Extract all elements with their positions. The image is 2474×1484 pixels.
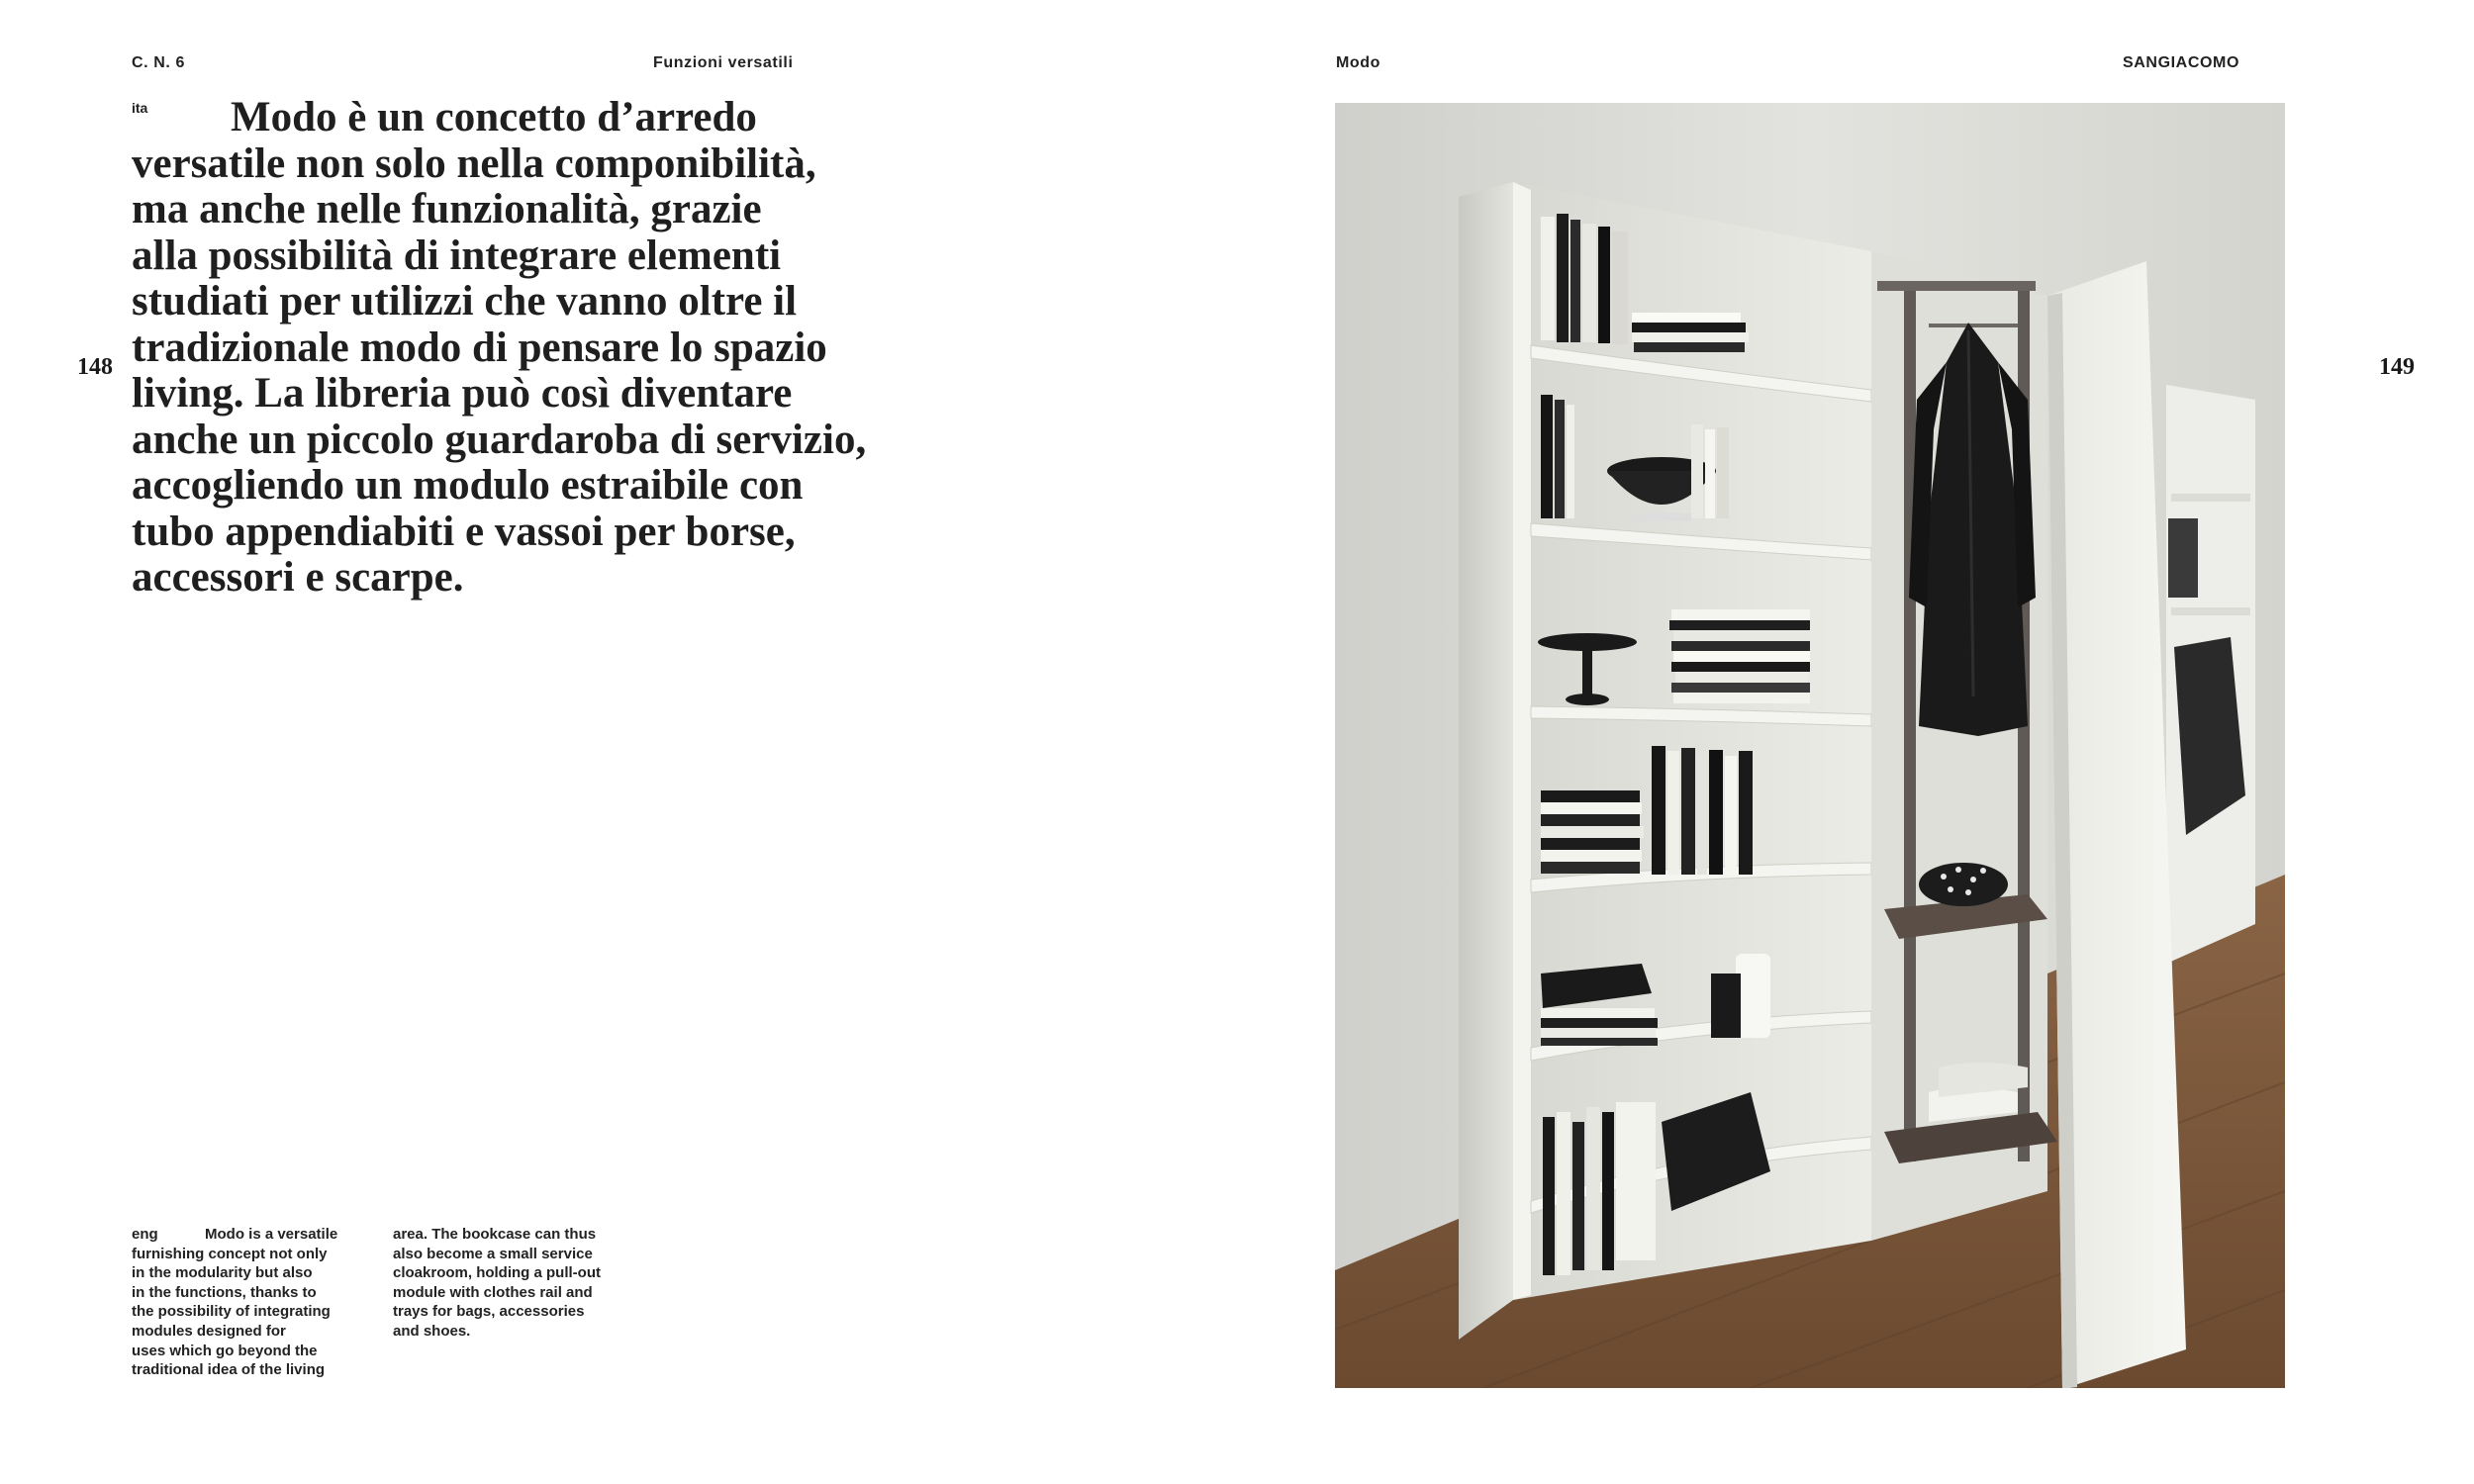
header-brand: SANGIACOMO [2123,54,2239,71]
italian-line: versatile non solo nella componibilità, [132,139,816,187]
page-number-left: 148 [77,354,113,380]
product-photo [1335,103,2285,1388]
english-line: module with clothes rail and [393,1283,593,1301]
italian-line: studiati per utilizzi che vanno oltre il [132,278,798,325]
english-line: in the modularity but also [132,1264,313,1282]
italian-line-text: Modo è un concetto d’arredo [231,94,757,140]
english-line: uses which go beyond the [132,1342,318,1359]
italian-line: accogliendo un modulo estraibile con [132,462,804,509]
page-number-right: 149 [2379,354,2415,380]
english-line: modules designed for [132,1322,286,1340]
italian-line: ma anche nelle funzionalità, grazie [132,186,762,232]
english-line: in the functions, thanks to [132,1283,317,1301]
english-line: also become a small service [393,1245,593,1262]
italian-line [132,95,1062,141]
english-line: area. The bookcase can thus [393,1226,597,1243]
language-tag-eng: eng [132,1226,158,1243]
italian-line: tubo appendiabiti e vassoi per borse, [132,508,796,555]
english-line [132,1225,369,1245]
english-line: and shoes. [393,1322,471,1340]
english-column-2 [393,1225,640,1342]
italian-body-text [132,95,1062,602]
language-tag-ita: ita [132,100,148,116]
english-line-text: Modo is a versatile [205,1226,338,1243]
english-body-text [132,1225,646,1383]
english-line: furnishing concept not only [132,1245,328,1262]
italian-line: anche un piccolo guardaroba di servizio, [132,416,867,463]
header-code: C. N. 6 [132,54,185,71]
italian-line: accessori e scarpe. [132,554,464,601]
bookcase-illustration [1335,103,2285,1388]
english-line: traditional idea of the living [132,1361,326,1379]
header-product-name: Modo [1336,54,1381,71]
english-line: cloakroom, holding a pull-out [393,1264,601,1282]
italian-line: alla possibilità di integrare elementi [132,232,782,279]
italian-line: living. La libreria può così diventare [132,370,793,417]
english-line: the possibility of integrating [132,1303,331,1321]
header-section-title: Funzioni versatili [653,54,794,71]
italian-line: tradizionale modo di pensare lo spazio [132,324,827,371]
english-column-1 [132,1225,369,1380]
english-line: trays for bags, accessories [393,1303,585,1321]
